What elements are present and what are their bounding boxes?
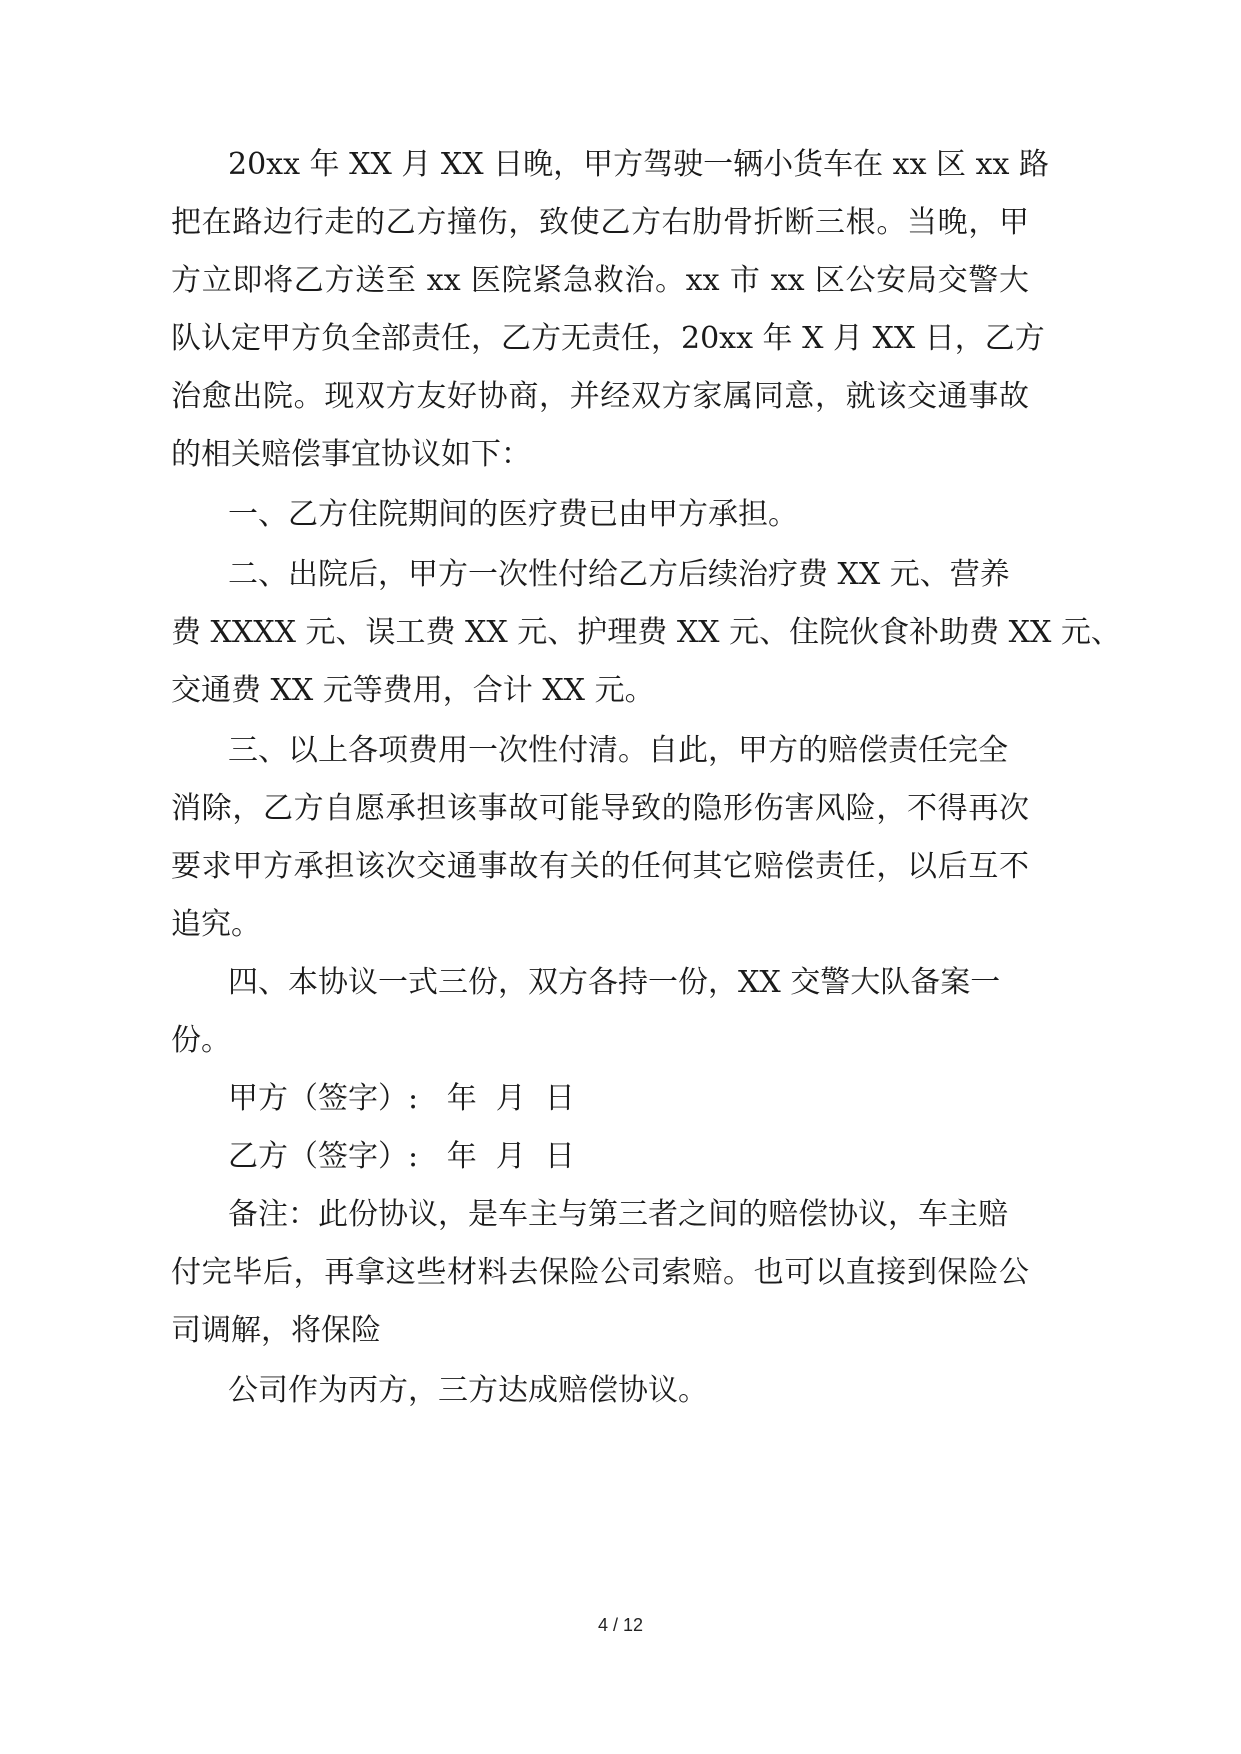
paragraph-1-line-3: 方立即将乙方送至 xx 医院紧急救治。xx 市 xx 区公安局交警大 <box>171 263 1029 298</box>
paragraph-3-line-1: 二、出院后，甲方一次性付给乙方后续治疗费 XX 元、营养 <box>228 557 1010 592</box>
paragraph-1-line-5: 治愈出院。现双方友好协商，并经双方家属同意，就该交通事故 <box>171 379 1029 414</box>
paragraph-1-line-6: 的相关赔偿事宜协议如下： <box>171 437 531 472</box>
paragraph-5-line-1: 四、本协议一式三份，双方各持一份，XX 交警大队备案一 <box>228 965 1001 1000</box>
remark-line-1: 备注：此份协议，是车主与第三者之间的赔偿协议，车主赔 <box>228 1197 1008 1232</box>
paragraph-4-line-1: 三、以上各项费用一次性付清。自此，甲方的赔偿责任完全 <box>228 733 1008 768</box>
final-paragraph-line: 公司作为丙方，三方达成赔偿协议。 <box>228 1373 708 1408</box>
paragraph-1-line-1: 20xx 年 XX 月 XX 日晚，甲方驾驶一辆小货车在 xx 区 xx 路 <box>228 147 1049 182</box>
party-a-signature-line: 甲方（签字）: 年 月 日 <box>228 1081 575 1116</box>
paragraph-3-line-2: 费 XXXX 元、误工费 XX 元、护理费 XX 元、住院伙食补助费 XX 元、 <box>171 615 1121 650</box>
paragraph-4-line-4: 追究。 <box>171 907 261 942</box>
remark-line-2: 付完毕后，再拿这些材料去保险公司索赔。也可以直接到保险公 <box>171 1255 1029 1290</box>
paragraph-1-line-2: 把在路边行走的乙方撞伤，致使乙方右肋骨折断三根。当晚，甲 <box>171 205 1029 240</box>
paragraph-5-line-2: 份。 <box>171 1023 231 1058</box>
paragraph-3-line-3: 交通费 XX 元等费用，合计 XX 元。 <box>171 673 655 708</box>
paragraph-4-line-3: 要求甲方承担该次交通事故有关的任何其它赔偿责任，以后互不 <box>171 849 1029 884</box>
paragraph-4-line-2: 消除，乙方自愿承担该事故可能导致的隐形伤害风险，不得再次 <box>171 791 1029 826</box>
paragraph-1-line-4: 队认定甲方负全部责任，乙方无责任，20xx 年 X 月 XX 日，乙方 <box>171 321 1045 356</box>
party-b-signature-line: 乙方（签字）: 年 月 日 <box>228 1139 575 1174</box>
page-number: 4 / 12 <box>597 1615 644 1635</box>
remark-line-3: 司调解，将保险 <box>171 1313 381 1348</box>
paragraph-2-line-1: 一、乙方住院期间的医疗费已由甲方承担。 <box>228 497 798 532</box>
